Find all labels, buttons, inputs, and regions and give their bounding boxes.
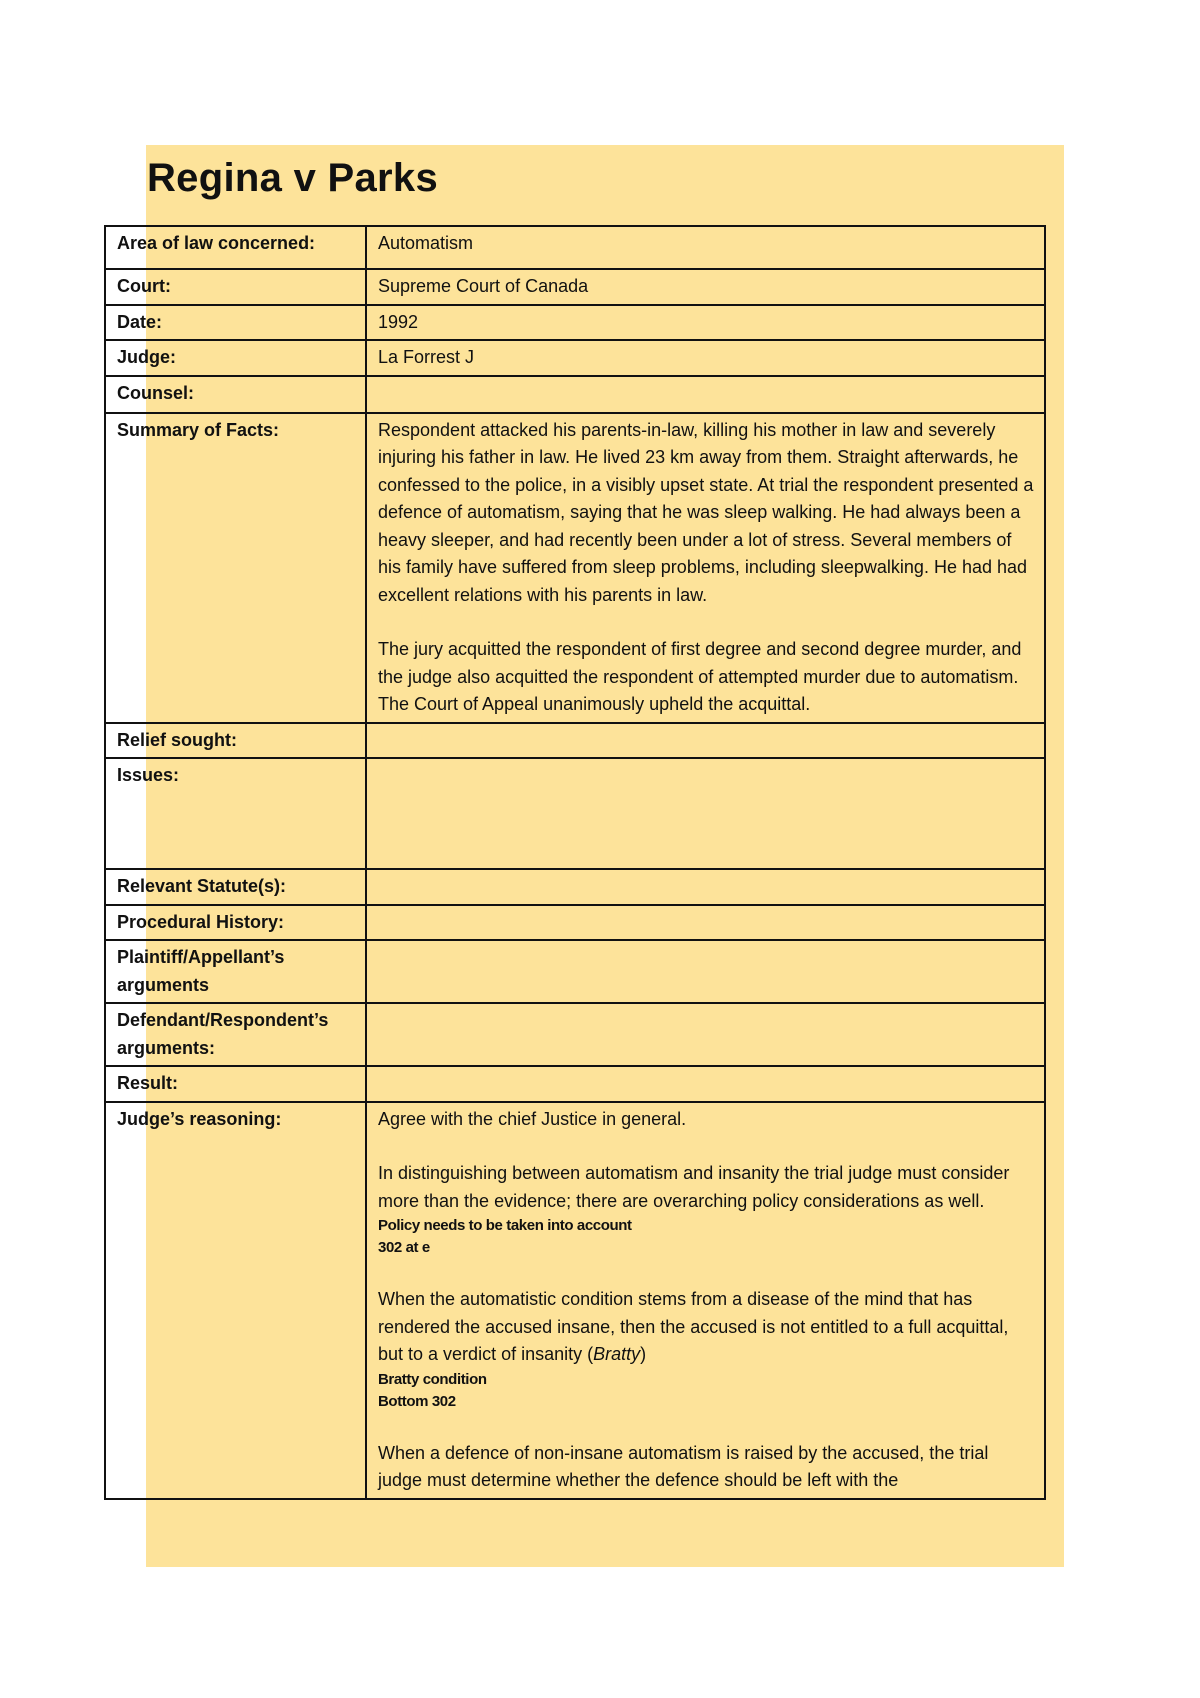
label-summary-of-facts: Summary of Facts: [105, 413, 366, 723]
value-relevant-statutes [366, 869, 1045, 905]
reasoning-text: ) [640, 1344, 647, 1364]
page-title: Regina v Parks [147, 156, 439, 200]
label-counsel: Counsel: [105, 376, 366, 413]
note-line: Bottom 302 [378, 1392, 456, 1410]
label-procedural-history: Procedural History: [105, 905, 366, 941]
row-issues [105, 758, 1045, 869]
margin-note [378, 1215, 1034, 1259]
label-judges-reasoning: Judge’s reasoning: [105, 1102, 366, 1499]
row-counsel [105, 376, 1045, 413]
row-result [105, 1066, 1045, 1102]
case-citation: Bratty [593, 1344, 641, 1364]
label-relevant-statutes: Relevant Statute(s): [105, 869, 366, 905]
value-judge: La Forrest J [366, 340, 1045, 376]
note-line: 302 at e [378, 1239, 430, 1256]
label-result: Result: [105, 1066, 366, 1102]
label-plaintiff-arguments: Plaintiff/Appellant’s arguments [105, 940, 366, 1003]
row-plaintiff-arguments [105, 940, 1045, 1003]
value-court: Supreme Court of Canada [366, 269, 1045, 305]
note-line: Bratty condition [378, 1370, 487, 1388]
facts-paragraph: Respondent attacked his parents-in-law, killing his mother in law and severely injuring his father in law. He lived 23 km away from them. Straight afterwards, he confessed to the police, in a visibly upset state. At trial the respondent presented a defence of automatism, saying that he was sleep walking. He had always been a heavy sleeper, and had recently been under a lot of stress. Several members of his family have suffered from sleep problems, including sleepwalking. He had had excellent relations with his parents in law. [378, 419, 1034, 605]
note-line: Policy needs to be taken into account [378, 1217, 632, 1234]
value-relief-sought [366, 723, 1045, 759]
row-defendant-arguments [105, 1003, 1045, 1066]
row-relevant-statutes [105, 869, 1045, 905]
row-judge [105, 340, 1045, 376]
value-counsel [366, 376, 1045, 413]
row-date [105, 305, 1045, 341]
row-court [105, 269, 1045, 305]
reasoning-paragraph: In distinguishing between automatism and insanity the trial judge must consider more than the evidence; there are overarching policy considerations as well. [378, 1163, 1010, 1211]
value-area-of-law: Automatism [366, 226, 1045, 269]
reasoning-paragraph [378, 1286, 1034, 1369]
row-area-of-law [105, 226, 1045, 269]
label-court: Court: [105, 269, 366, 305]
label-judge: Judge: [105, 340, 366, 376]
value-date: 1992 [366, 305, 1045, 341]
reasoning-paragraph: When a defence of non-insane automatism is raised by the accused, the trial judge must determine whether the defence should be left with the [378, 1442, 989, 1490]
label-relief-sought: Relief sought: [105, 723, 366, 759]
reasoning-text: When the automatistic condition stems from a disease of the mind that has rendered the accused insane, then the accused is not entitled to a full acquittal, but to a verdict of insanity ( [378, 1289, 1009, 1364]
value-defendant-arguments [366, 1003, 1045, 1066]
value-result [366, 1066, 1045, 1102]
row-relief-sought [105, 723, 1045, 759]
label-date: Date: [105, 305, 366, 341]
label-defendant-arguments: Defendant/Respondent’s arguments: [105, 1003, 366, 1066]
value-summary-of-facts [366, 413, 1045, 723]
row-summary-of-facts [105, 413, 1045, 723]
value-judges-reasoning [366, 1102, 1045, 1499]
value-plaintiff-arguments [366, 940, 1045, 1003]
value-issues [366, 758, 1045, 869]
facts-paragraph: The jury acquitted the respondent of first degree and second degree murder, and the judge also acquitted the respondent of attempted murder due to automatism. The Court of Appeal unanimously upheld the acquittal. [378, 639, 1022, 714]
label-area-of-law: Area of law concerned: [105, 226, 366, 269]
reasoning-paragraph: Agree with the chief Justice in general. [378, 1108, 687, 1129]
value-procedural-history [366, 905, 1045, 941]
row-judges-reasoning [105, 1102, 1045, 1499]
label-issues: Issues: [105, 758, 366, 869]
case-brief-table [104, 225, 1046, 1500]
row-procedural-history [105, 905, 1045, 941]
margin-note [378, 1369, 1034, 1413]
